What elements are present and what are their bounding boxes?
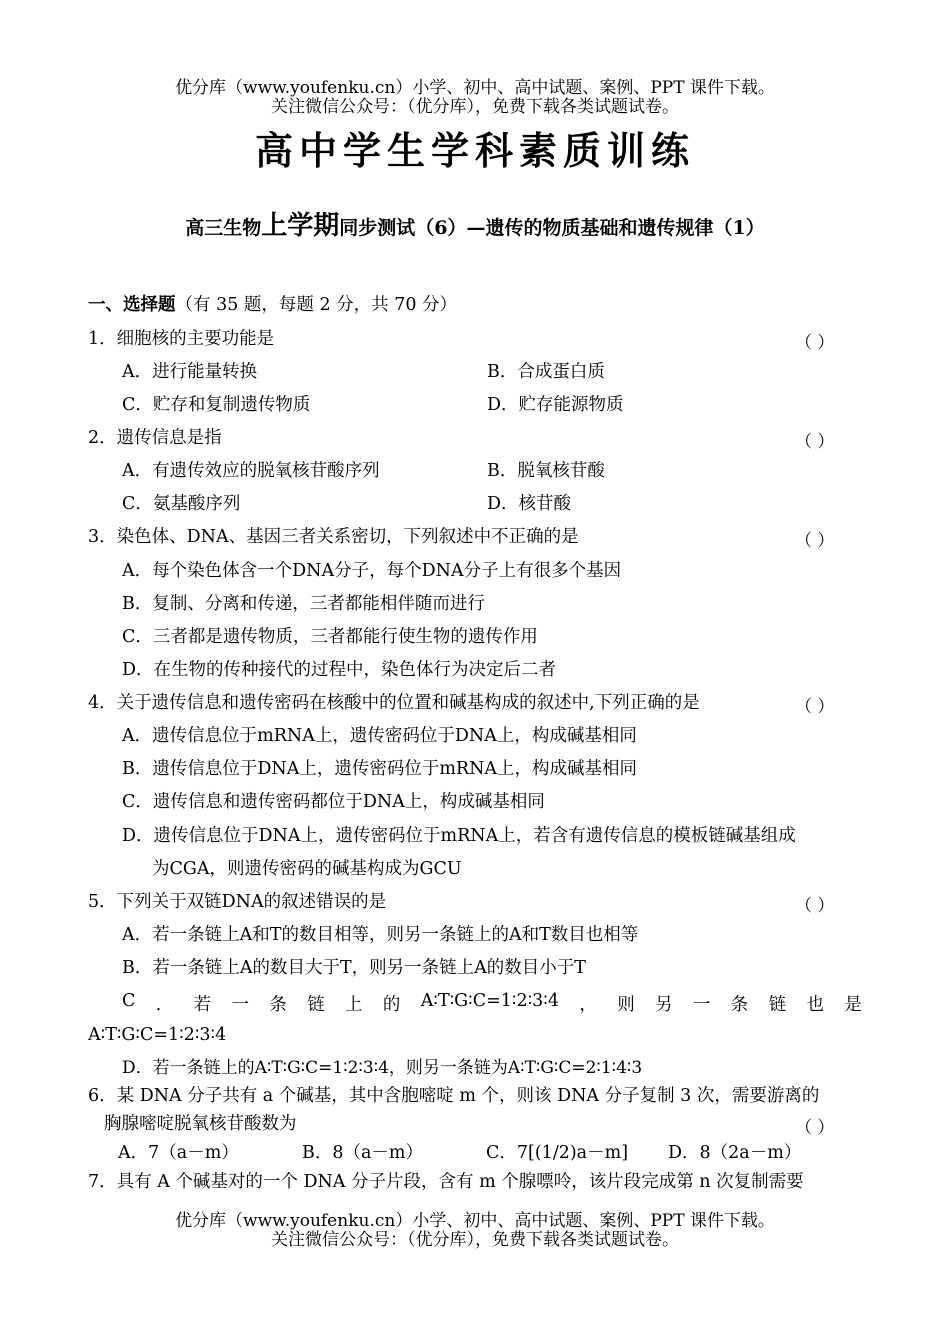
question-4-stem: 4．关于遗传信息和遗传密码在核酸中的位置和碱基构成的叙述中,下列正确的是 [88,693,700,713]
question-2-option-b: B．脱氧核苷酸 [487,461,605,481]
text-segment: C [122,991,136,1011]
question-5-option-d: D．若一条链上的A∶T∶G∶C=1∶2∶3∶4，则另一条链为A∶T∶G∶C=2∶1∶4∶3 [122,1058,643,1078]
answer-bracket: （ ） [795,896,835,916]
question-5-option-c-line2: A∶T∶G∶C=1∶2∶3∶4 [88,1025,227,1045]
question-6-option-c: C．7[(1/2)a－m] [486,1143,629,1163]
footer-line-1: 优分库（www.youfenku.cn）小学、初中、高中试题、案例、PPT 课件下载。 [175,1211,775,1231]
question-5-option-c-line1 [122,991,862,1016]
question-3-option-b: B．复制、分离和传递，三者都能相伴随而进行 [122,594,485,614]
text-segment: 若 [193,995,212,1015]
question-4-option-b: B．遗传信息位于DNA上，遗传密码位于mRNA上，构成碱基相同 [122,759,638,779]
footer-line-2: 关注微信公众号：（优分库），免费下载各类试题试卷。 [271,1230,679,1250]
question-7-stem: 7．具有 A 个碱基对的一个 DNA 分子片段，含有 m 个腺嘌呤，该片段完成第 n 次复制需要 [88,1172,804,1192]
question-1-stem: 1．细胞核的主要功能是 [88,329,275,349]
question-4-option-a: A．遗传信息位于mRNA上，遗传密码位于DNA上，构成碱基相同 [122,726,637,746]
subtitle-part2: 上学期 [261,211,340,241]
text-segment: 是 [844,995,862,1015]
question-2-stem: 2．遗传信息是指 [88,428,222,448]
question-3-option-d: D．在生物的传种接代的过程中，染色体行为决定后二者 [122,660,557,680]
answer-bracket: （ ） [795,531,835,551]
answer-bracket: （ ） [795,697,835,717]
question-6-stem-line2: 胸腺嘧啶脱氧核苷酸数为 [104,1114,297,1134]
page-subtitle [0,205,950,242]
text-segment: 上 [345,995,363,1015]
question-4-option-d-line1: D．遗传信息位于DNA上，遗传密码位于mRNA上，若含有遗传信息的模板链碱基组成 [122,826,796,846]
question-4-option-d-line2: 为CGA，则遗传密码的碱基构成为GCU [152,859,462,879]
question-6-option-a: A．7（a－m） [118,1143,239,1163]
text-segment: 另 [655,995,673,1015]
answer-bracket: （ ） [795,1118,835,1138]
question-5-stem: 5．下列关于双链DNA的叙述错误的是 [88,892,387,912]
text-segment: ． [155,995,174,1015]
question-6-option-d: D．8（2a－m） [668,1143,802,1163]
section-title: 一、选择题 [88,295,176,315]
question-3-stem: 3．染色体、DNA、基因三者关系密切，下列叙述中不正确的是 [88,527,579,547]
text-segment: 的 [382,995,401,1015]
question-3-option-c: C．三者都是遗传物质，三者都能行使生物的遗传作用 [122,627,538,647]
text-segment: 条 [730,995,749,1015]
answer-bracket: （ ） [795,333,835,353]
question-3-option-a: A．每个染色体含一个DNA分子，每个DNA分子上有很多个基因 [122,561,622,581]
question-2-option-c: C．氨基酸序列 [122,494,241,514]
question-4-option-c: C．遗传信息和遗传密码都位于DNA上，构成碱基相同 [122,792,545,812]
page-title: 高中学生学科素质训练 [254,129,695,173]
subtitle-part3: 同步测试（6）—遗传的物质基础和遗传规律（1） [339,217,765,239]
text-segment: 链 [307,995,325,1015]
subtitle-part1: 高三生物 [185,217,262,239]
section-note: （有 35 题，每题 2 分，共 70 分） [175,295,458,315]
question-1-option-b: B．合成蛋白质 [487,362,605,382]
answer-bracket: （ ） [795,432,835,452]
section-heading [88,294,457,316]
question-1-option-c: C．贮存和复制遗传物质 [122,395,311,415]
text-segment: 一 [692,995,711,1015]
question-2-option-d: D．核苷酸 [487,494,572,514]
text-segment: 链 [768,995,787,1015]
header-line-2: 关注微信公众号：（优分库），免费下载各类试题试卷。 [271,97,679,117]
text-segment: 一 [231,995,249,1015]
question-1-option-d: D．贮存能源物质 [487,395,624,415]
text-segment: A∶T∶G∶C=1∶2∶3∶4 [420,991,559,1011]
question-6-option-b: B．8（a－m） [302,1143,424,1163]
text-segment: ， [579,995,597,1015]
question-1-option-a: A．进行能量转换 [122,362,258,382]
header-line-1: 优分库（www.youfenku.cn）小学、初中、高中试题、案例、PPT 课件下载。 [175,78,775,98]
text-segment: 也 [806,995,824,1015]
question-5-option-a: A．若一条链上A和T的数目相等，则另一条链上的A和T数目也相等 [122,925,639,945]
text-segment: 则 [617,995,635,1015]
question-2-option-a: A．有遗传效应的脱氧核苷酸序列 [122,461,380,481]
question-6-stem-line1: 6．某 DNA 分子共有 a 个碱基，其中含胞嘧啶 m 个，则该 DNA 分子复制 3 次，需要游离的 [88,1086,820,1106]
text-segment: 条 [269,995,287,1015]
question-5-option-b: B．若一条链上A的数目大于T，则另一条链上A的数目小于T [122,958,586,978]
